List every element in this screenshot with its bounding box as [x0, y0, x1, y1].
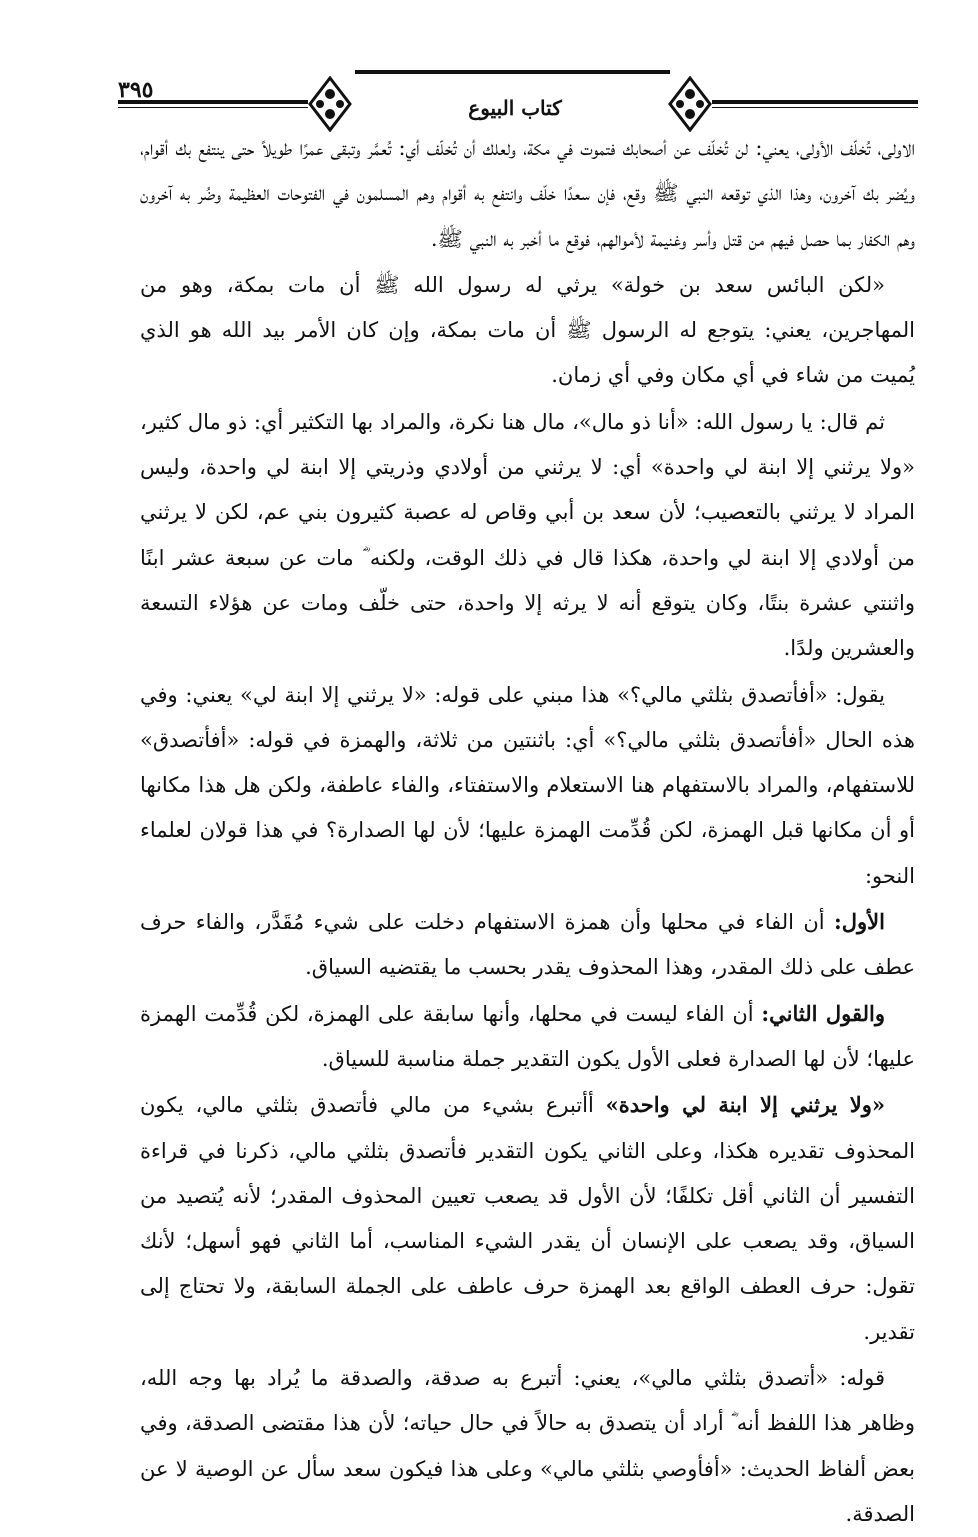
paragraph-text: أن الفاء في محلها وأن همزة الاستفهام دخلت على شيء مُقَدَّر، والفاء حرف عطف على ذلك المقدر، وهذا المحذوف يقدر بحسب ما يقتضيه السياق. [140, 910, 915, 980]
header-rule-left-thin [118, 107, 308, 108]
paragraph-lead: الأول: [834, 909, 885, 935]
paragraph-text: «لكن البائس سعد بن خولة» يرثي له رسول الله ﷺ أن مات بمكة، وهو من المهاجرين، يعني: يتوجع له الرسول ﷺ أن مات بمكة، وإن كان الأمر بيد الله هو الذي يُميت من شاء في أي مكان وفي أي زمان. [140, 272, 915, 388]
header-rule-right-thin [712, 107, 918, 108]
page-number: ٣٩٥ [118, 77, 154, 103]
paragraph-lead: «ولا يرثني إلا ابنة لي واحدة» [605, 1092, 885, 1118]
paragraph-text: يقول: «أفأتصدق بثلثي مالي؟» هذا مبني على قوله: «لا يرثني إلا ابنة لي» يعني: وفي هذه الحال «أفأتصدق بثلثي مالي؟» أي: باثنتين من ثلاثة، والهمزة في قوله: «أفأتصدق» للاستفهام، والمراد بالاستفهام هنا الاستعلام والاستفتاء، والفاء عاطفة، ولكن هل هذا مكانها أو أن مكانها قبل الهمزة، لكن قُدِّمت الهمزة عليها؛ لأن لها الصدارة؟ في هذا قولان لعلماء النحو: [140, 682, 915, 888]
paragraph [140, 1082, 915, 1355]
page-body [140, 125, 915, 1537]
paragraph-text: قوله: «أتصدق بثلثي مالي»، يعني: أتبرع به صدقة، والصدقة ما يُراد بها وجه الله، وظاهر هذا اللفظ أنه ؓ أراد أن يتصدق به حالاً في حال حياته؛ لأن هذا مقتضى الصدقة، وفي بعض ألفاظ الحديث: «أفأوصي بثلثي مالي» وعلى هذا فيكون سعد سأل عن الوصية لا عن الصدقة. [140, 1366, 915, 1526]
paragraph [140, 399, 915, 672]
paragraph-text: أن الفاء ليست في محلها، وأنها سابقة على الهمزة، لكن قُدِّمت الهمزة عليها؛ لأن لها الصدارة فعلى الأول يكون التقدير جملة مناسبة للسياق. [140, 1001, 915, 1071]
ornament-right-icon [665, 76, 715, 132]
paragraph-lead: والقول الثاني: [761, 1000, 885, 1026]
paragraph [140, 899, 915, 991]
paragraph [140, 991, 915, 1083]
header-rule-top [355, 70, 670, 74]
paragraph [140, 125, 915, 262]
chapter-title: كتاب البيوع [468, 96, 562, 120]
ornament-left-icon [305, 76, 355, 132]
paragraph [140, 672, 915, 899]
paragraph-text: ثم قال: يا رسول الله: «أنا ذو مال»، مال هنا نكرة، والمراد بها التكثير أي: ذو مال كثير، «ولا يرثني إلا ابنة لي واحدة» أي: لا يرثني من أولادي وذريتي إلا ابنة لي واحدة، وليس المراد لا يرثني بالتعصيب؛ لأن سعد بن أبي وقاص له عصبة كثيرون بني عم، لكن لا يرثني من أولادي إلا ابنة لي واحدة، هكذا قال في ذلك الوقت، ولكنه ؓ مات عن سبعة عشر ابنًا واثنتي عشرة بنتًا، وكان يتوقع أنه لا يرثه إلا واحدة، حتى خلّف ومات عن هؤلاء التسعة والعشرين ولدًا. [140, 409, 915, 661]
paragraph [140, 1355, 915, 1537]
paragraph-text: أأتبرع بشيء من مالي فأتصدق بثلثي مالي، يكون المحذوف تقديره هكذا، وعلى الثاني يكون التقدير فأتصدق بثلثي مالي، ذكرنا في قراءة التفسير أن الثاني أقل تكلفًا؛ لأن الأول قد يصعب تعيين المحذوف المقدر؛ لأنه يُتصيد من السياق، وقد يصعب على الإنسان أن يقدر الشيء المناسب، أما الثاني فهو أسهل؛ لأنك تقول: حرف العطف الواقع بعد الهمزة حرف عاطف على الجملة السابقة، ولا تحتاج إلى تقدير. [140, 1093, 915, 1344]
paragraph-text: الاولى، تُخلّف الأولى، يعني: لن تُخلّف عن أصحابك فتموت في مكة، ولعلك أن تُخلّف أي: تُعمَّر وتبقى عمرًا طويلاً حتى ينتفع بك أقوام، ويُضر بك آخرون، وهذا الذي توقعه النبي ﷺ وقع، فإن سعدًا خلّف وانتفع به أقوام وهم المسلمون في الفتوحات العظيمة وضُر به آخرون وهم الكفار بما حصل فيهم من قتل وأسر وغنيمة لأموالهم، فوقع ما أخبر به النبي ﷺ. [140, 136, 915, 251]
paragraph [140, 262, 915, 399]
header-rule-right [712, 100, 918, 104]
